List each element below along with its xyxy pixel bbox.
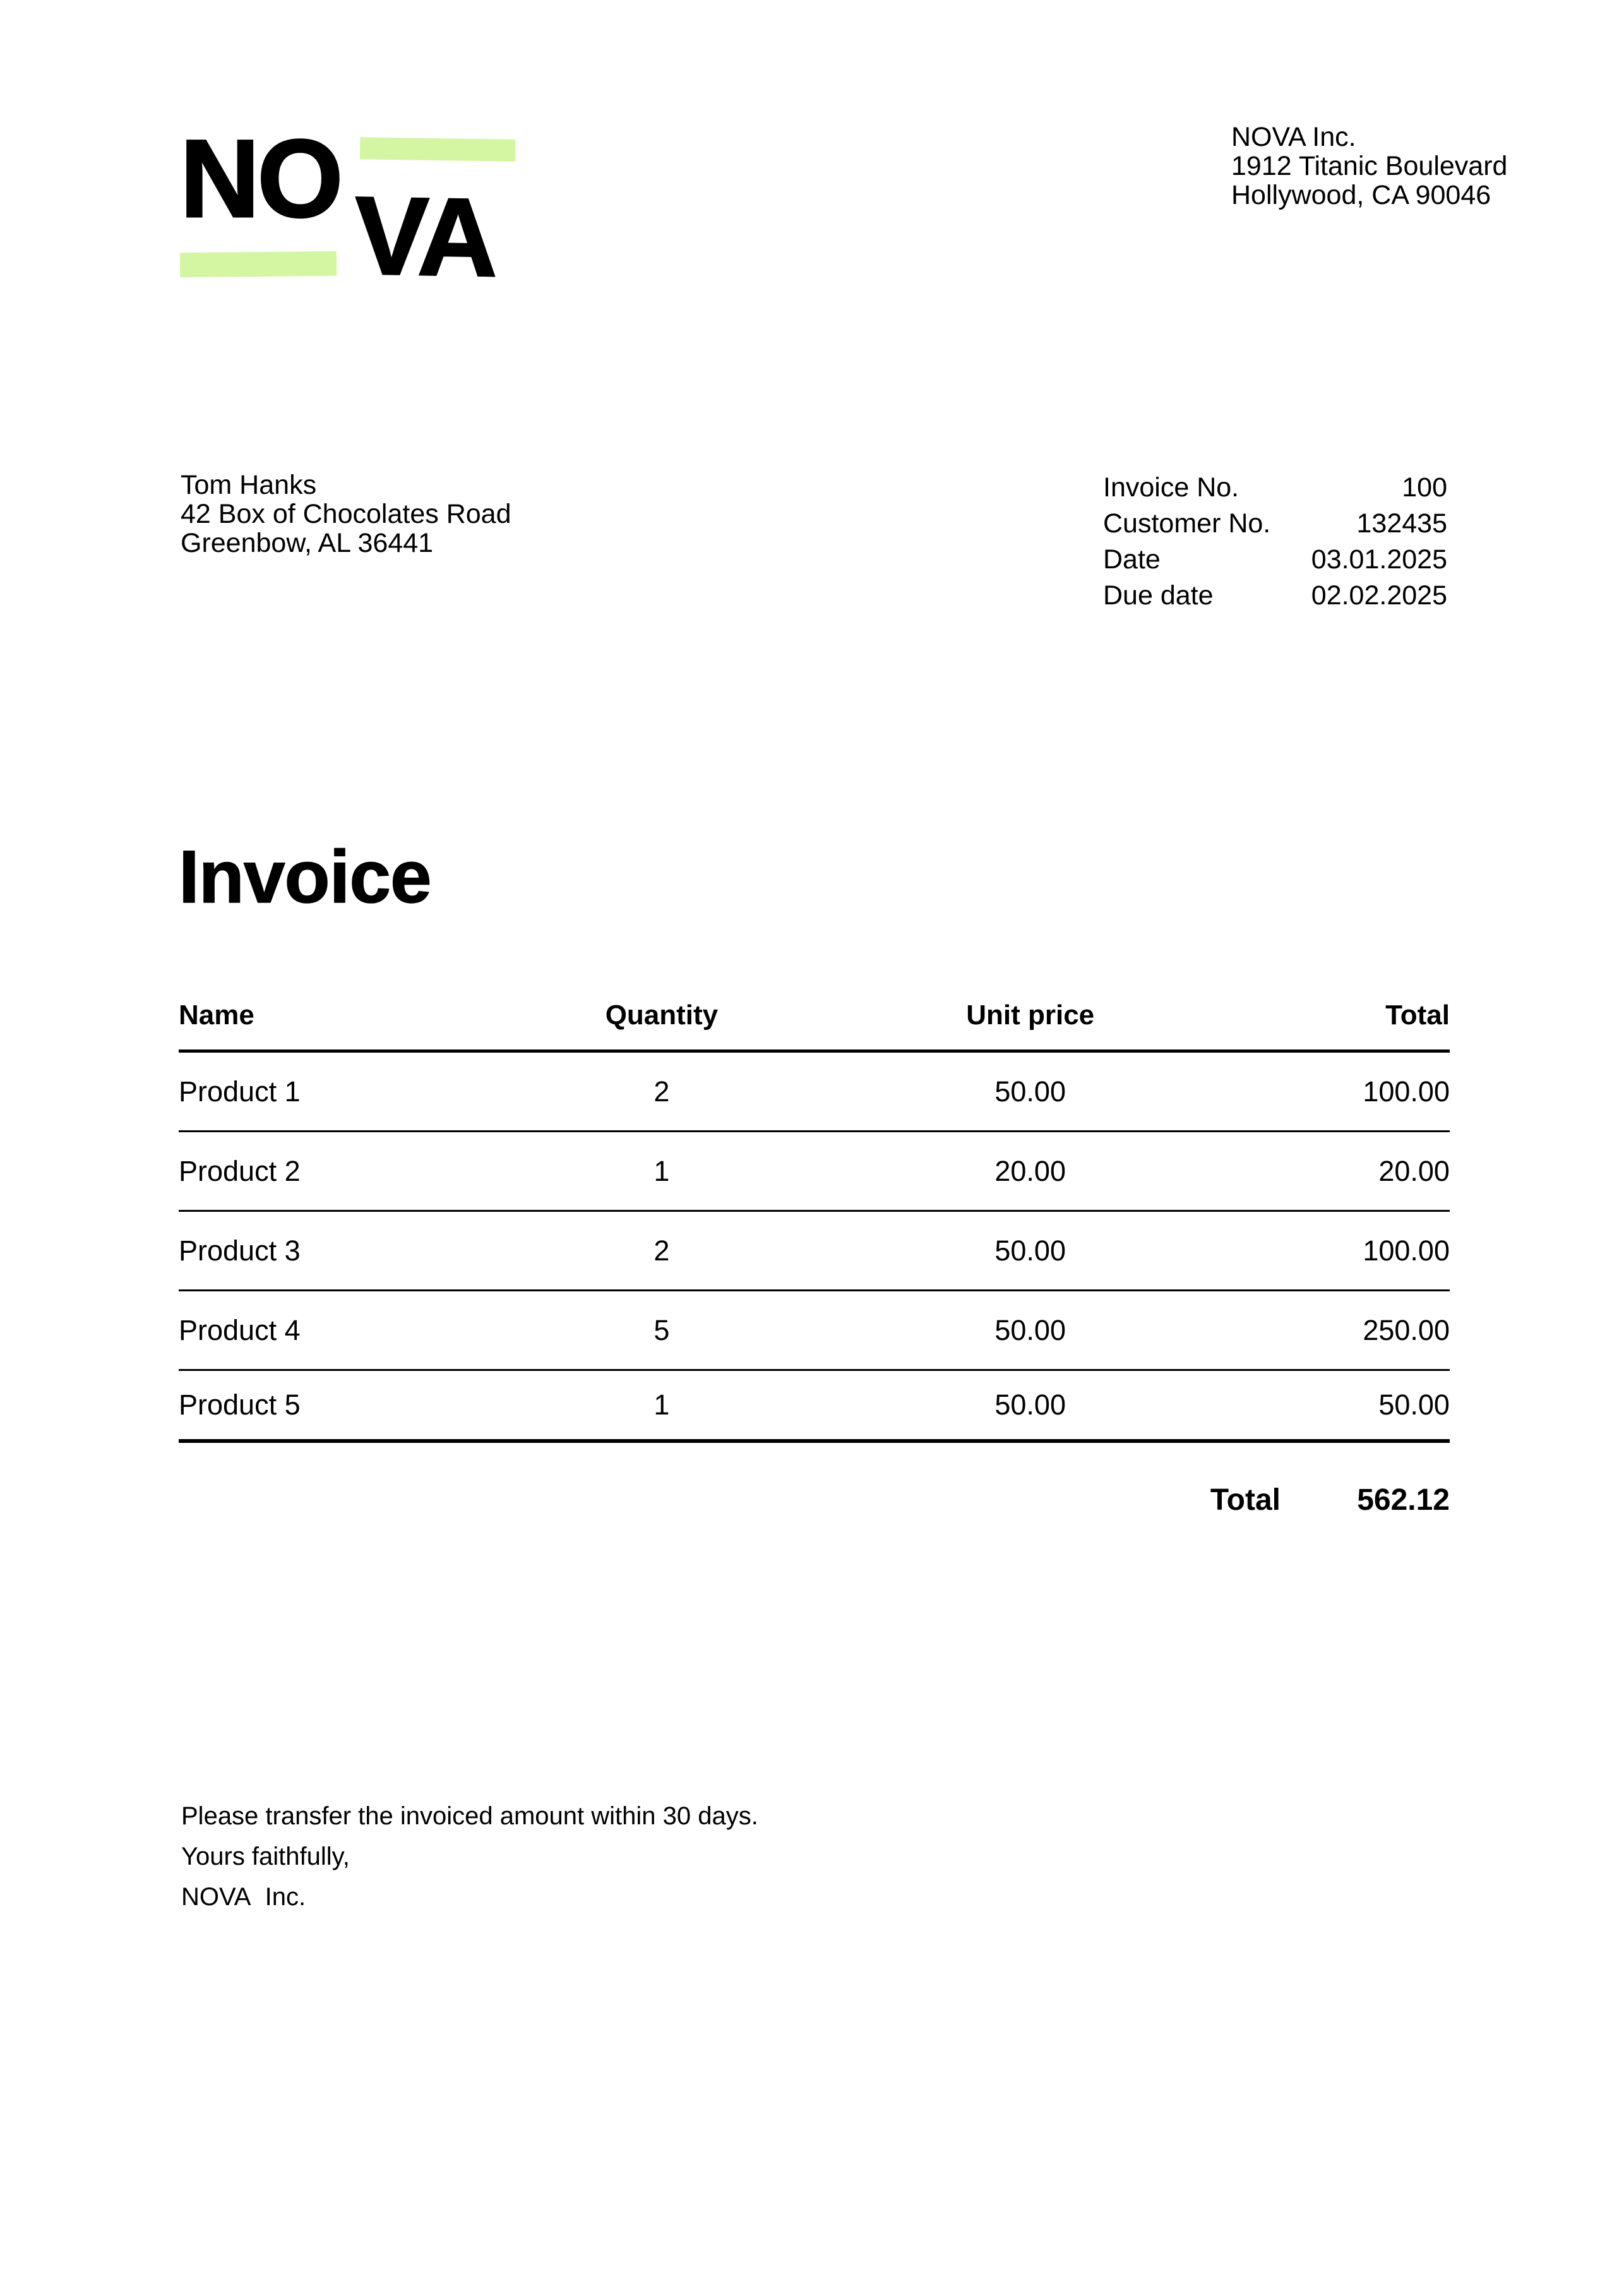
items-table [179, 999, 1450, 1517]
cell-quantity: 2 [654, 1234, 670, 1267]
table-row [179, 1212, 1450, 1291]
meta-row-customer-no [1103, 506, 1447, 542]
table-row [179, 1371, 1450, 1443]
logo-text-va: VA [354, 174, 496, 300]
payment-terms-line: Please transfer the invoiced amount within 30 days. [181, 1802, 758, 1830]
closing-note [181, 1796, 758, 1917]
cell-total: 250.00 [1363, 1313, 1450, 1346]
cell-name: Product 2 [179, 1154, 301, 1187]
table-row [179, 1053, 1450, 1132]
cell-name: Product 4 [179, 1313, 301, 1346]
header-quantity: Quantity [605, 1000, 719, 1031]
meta-value: 132435 [1356, 508, 1447, 539]
cell-unit-price: 50.00 [994, 1313, 1066, 1346]
meta-row-date [1103, 542, 1447, 578]
logo-text-no: NO [180, 117, 341, 241]
customer-city: Greenbow, AL 36441 [181, 528, 434, 558]
cell-quantity: 5 [654, 1313, 670, 1346]
company-name: NOVA Inc. [1231, 122, 1356, 152]
meta-label: Date [1103, 544, 1161, 575]
cell-unit-price: 50.00 [994, 1075, 1066, 1108]
meta-row-invoice-no [1103, 470, 1447, 506]
meta-label: Invoice No. [1103, 472, 1239, 503]
company-address [1231, 123, 1507, 210]
invoice-metadata [1103, 470, 1447, 614]
table-row [179, 1291, 1450, 1371]
grand-total-row [179, 1443, 1450, 1517]
table-header-row [179, 999, 1450, 1053]
company-city: Hollywood, CA 90046 [1231, 180, 1491, 210]
grand-total-label: Total [1210, 1483, 1281, 1517]
customer-address [181, 470, 511, 558]
customer-street: 42 Box of Chocolates Road [181, 499, 511, 529]
cell-total: 100.00 [1363, 1234, 1450, 1267]
company-street: 1912 Titanic Boulevard [1231, 151, 1508, 181]
page-title: Invoice [179, 835, 431, 919]
header-unit-price: Unit price [966, 1000, 1095, 1031]
meta-value: 100 [1402, 472, 1447, 503]
closing-salutation-line: Yours faithfully, [181, 1843, 350, 1870]
meta-row-due-date [1103, 578, 1447, 614]
cell-unit-price: 50.00 [994, 1389, 1066, 1421]
cell-unit-price: 50.00 [994, 1234, 1066, 1267]
cell-unit-price: 20.00 [994, 1154, 1066, 1187]
cell-quantity: 1 [654, 1389, 670, 1421]
cell-name: Product 5 [179, 1389, 301, 1421]
meta-label: Due date [1103, 580, 1214, 611]
meta-value: 03.01.2025 [1311, 544, 1447, 575]
cell-quantity: 1 [654, 1154, 670, 1187]
logo-accent-bar-bottom [180, 251, 337, 278]
closing-signature-line: NOVA Inc. [181, 1883, 306, 1911]
cell-name: Product 1 [179, 1075, 301, 1108]
customer-name: Tom Hanks [181, 470, 317, 500]
cell-total: 100.00 [1363, 1075, 1450, 1108]
meta-label: Customer No. [1103, 508, 1271, 539]
cell-total: 20.00 [1378, 1154, 1450, 1187]
header-total: Total [1385, 1000, 1450, 1031]
meta-value: 02.02.2025 [1311, 580, 1447, 611]
table-row [179, 1132, 1450, 1212]
logo-accent-bar-top [360, 137, 515, 161]
cell-name: Product 3 [179, 1234, 301, 1267]
grand-total-value: 562.12 [1357, 1483, 1450, 1517]
cell-total: 50.00 [1378, 1389, 1450, 1421]
header-name: Name [179, 1000, 254, 1031]
cell-quantity: 2 [654, 1075, 670, 1108]
